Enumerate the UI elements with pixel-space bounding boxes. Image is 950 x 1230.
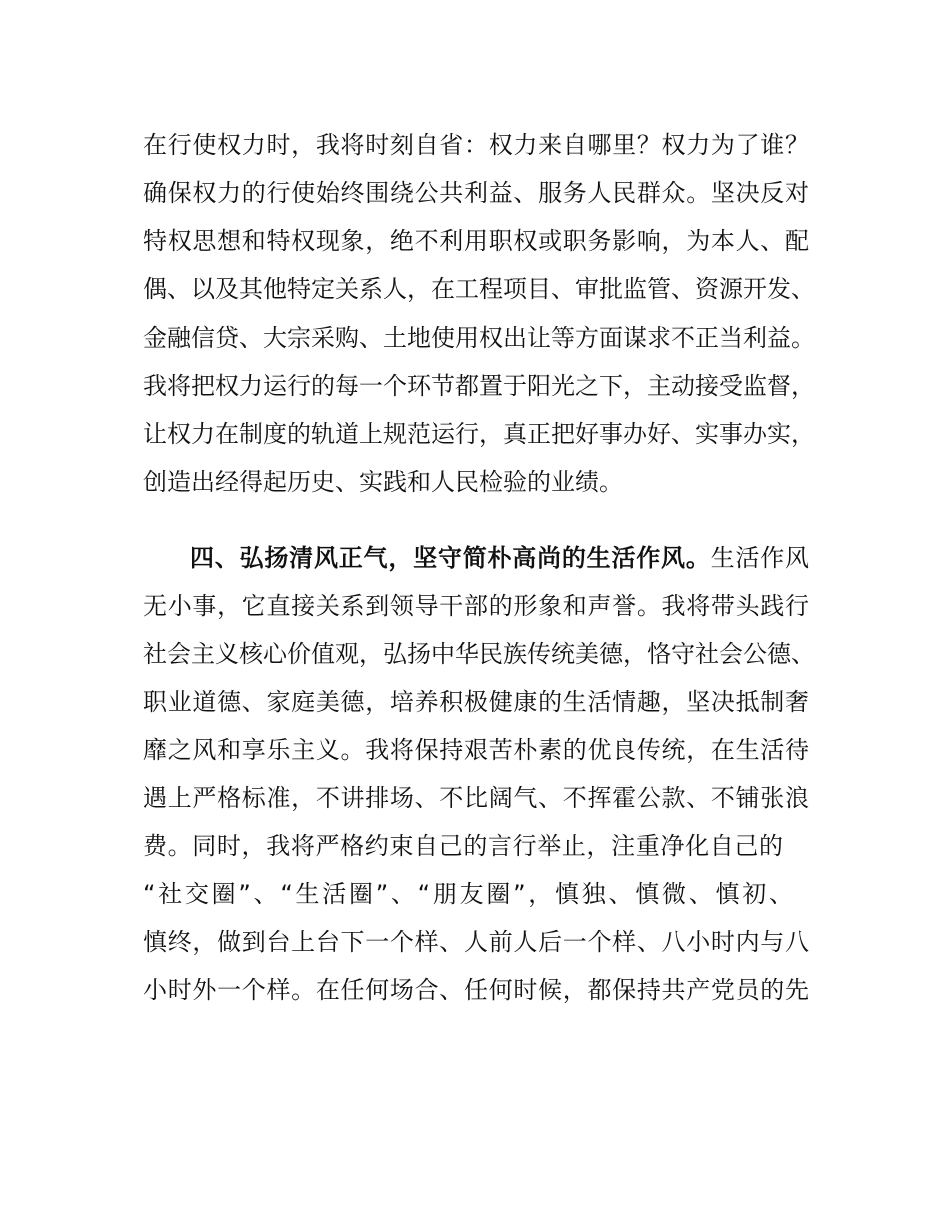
text-line: 特权思想和特权现象，绝不利用职权或职务影响，为本人、配 xyxy=(143,227,809,255)
section-heading: 四、弘扬清风正气，坚守简朴高尚的生活作风。 xyxy=(190,544,711,572)
heading-tail-text: 生活作风 xyxy=(710,544,809,572)
text-line: 慎终，做到台上台下一个样、人前人后一个样、八小时内与八 xyxy=(143,928,809,956)
text-line: 在行使权力时，我将时刻自省：权力来自哪里？权力为了谁？ xyxy=(143,131,809,159)
text-line: 确保权力的行使始终围绕公共利益、服务人民群众。坚决反对 xyxy=(143,179,809,207)
text-line: 费。同时，我将严格约束自己的言行举止，注重净化自己的 xyxy=(143,832,783,860)
text-line: 职业道德、家庭美德，培养积极健康的生活情趣，坚决抵制奢 xyxy=(143,688,809,716)
text-line: 我将把权力运行的每一个环节都置于阳光之下，主动接受监督， xyxy=(143,372,815,400)
text-line: 社会主义核心价值观，弘扬中华民族传统美德，恪守社会公德、 xyxy=(143,640,815,668)
text-line: 创造出经得起历史、实践和人民检验的业绩。 xyxy=(143,468,623,496)
text-line: 金融信贷、大宗采购、土地使用权出让等方面谋求不正当利益。 xyxy=(143,324,815,352)
text-line: 遇上严格标准，不讲排场、不比阔气、不挥霍公款、不铺张浪 xyxy=(143,784,809,812)
text-line: 靡之风和享乐主义。我将保持艰苦朴素的优良传统，在生活待 xyxy=(143,736,809,764)
text-line: 让权力在制度的轨道上规范运行，真正把好事办好、实事办实， xyxy=(143,420,815,448)
text-line: 小时外一个样。在任何场合、任何时候，都保持共产党员的先 xyxy=(143,976,809,1004)
text-line-heading xyxy=(190,543,809,573)
text-line: 无小事，它直接关系到领导干部的形象和声誉。我将带头践行 xyxy=(143,592,809,620)
text-line: “社交圈”、“生活圈”、“朋友圈”，慎独、慎微、慎初、 xyxy=(143,880,793,908)
text-line: 偶、以及其他特定关系人，在工程项目、审批监管、资源开发、 xyxy=(143,275,815,303)
